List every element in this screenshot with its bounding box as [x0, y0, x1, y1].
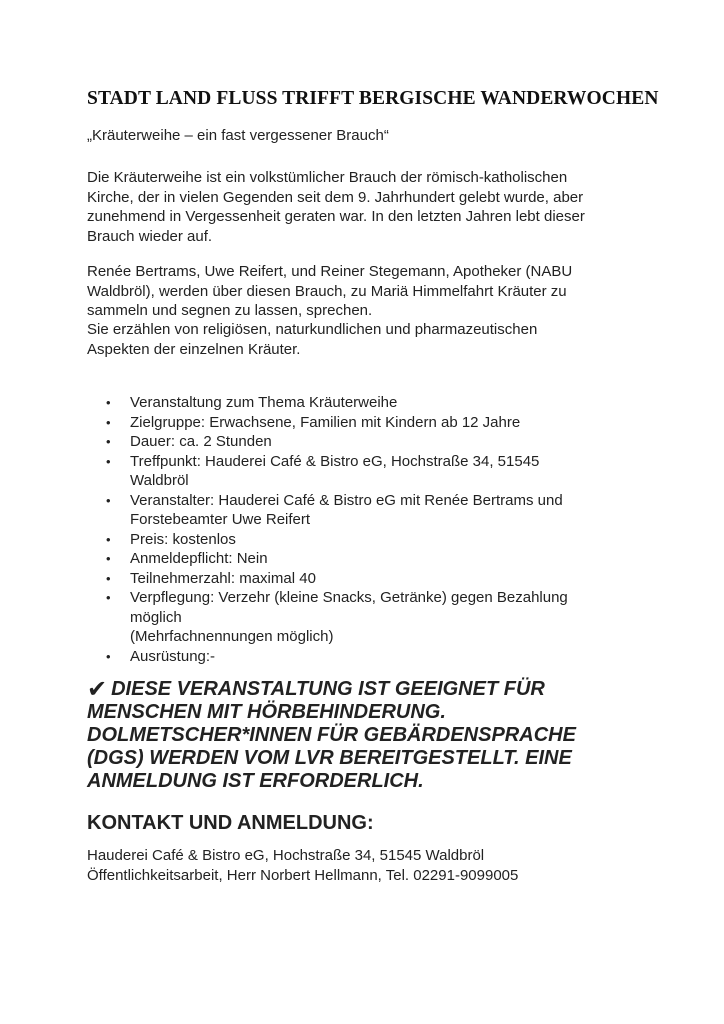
- list-item: [87, 432, 647, 452]
- list-item-text: • Veranstalter: Hauderei Café & Bistro eG mit Renée Bertrams und: [130, 491, 563, 509]
- list-item-text: • Verpflegung: Verzehr (kleine Snacks, Getränke) gegen Bezahlung: [130, 589, 568, 606]
- list-item: [87, 588, 647, 647]
- list-item: [87, 647, 647, 667]
- speakers-line: Renée Bertrams, Uwe Reifert, und Reiner Stegemann, Apotheker (NABU: [87, 263, 573, 280]
- contact-address: Hauderei Café & Bistro eG, Hochstraße 34, 51545 Waldbröl: [87, 847, 485, 864]
- list-item: [87, 393, 647, 413]
- event-facts-list: [87, 393, 647, 666]
- list-item-text: möglich: [130, 608, 182, 626]
- list-item-text: Waldbröl: [130, 472, 189, 489]
- topics-line: Aspekten der einzelnen Kräuter.: [87, 340, 301, 358]
- list-item: [87, 413, 647, 433]
- list-item-text: • Treffpunkt: Hauderei Café & Bistro eG, Hochstraße 34, 51545: [130, 452, 540, 470]
- topics-paragraph: [87, 320, 647, 359]
- notice-line: MENSCHEN MIT HÖRBEHINDERUNG.: [87, 701, 446, 723]
- intro-line: Brauch wieder auf.: [87, 227, 213, 245]
- speakers-paragraph: [87, 262, 647, 321]
- contact-phone: Öffentlichkeitsarbeit, Herr Norbert Hellmann, Tel. 02291-9099005: [87, 867, 519, 884]
- intro-paragraph: [87, 168, 647, 246]
- list-item-text: (Mehrfachnennungen möglich): [130, 628, 334, 645]
- list-item-text: • Anmeldepflicht: Nein: [130, 550, 268, 567]
- event-subtitle: „Kräuterweihe – ein fast vergessener Brauch“: [87, 127, 389, 144]
- intro-line: zunehmend in Vergessenheit geraten war. In den letzten Jahren lebt dieser: [87, 208, 585, 225]
- list-item: [87, 491, 647, 530]
- list-item: [87, 549, 647, 569]
- list-item: [87, 530, 647, 550]
- contact-details: [87, 846, 518, 886]
- intro-line: Kirche, der in vielen Gegenden seit dem 9. Jahrhundert gelebt wurde, aber: [87, 188, 584, 206]
- contact-heading: KONTAKT UND ANMELDUNG:: [87, 812, 374, 834]
- list-item: [87, 452, 647, 491]
- list-item-text: Forstebeamter Uwe Reifert: [130, 511, 311, 528]
- list-item-text: • Teilnehmerzahl: maximal 40: [130, 569, 316, 587]
- list-item: [87, 569, 647, 589]
- accessibility-notice: [87, 676, 647, 793]
- speakers-line: Waldbröl), werden über diesen Brauch, zu Mariä Himmelfahrt Kräuter zu: [87, 282, 567, 300]
- notice-text: DIESE VERANSTALTUNG IST GEEIGNET FÜR: [111, 678, 545, 700]
- notice-line: [87, 676, 647, 701]
- page-title: STADT LAND FLUSS TRIFFT BERGISCHE WANDERWOCHEN: [87, 88, 659, 109]
- list-item-text: • Ausrüstung:-: [130, 647, 216, 665]
- notice-line: (DGS) WERDEN VOM LVR BEREITGESTELLT. EINE: [87, 747, 572, 769]
- list-item-text: • Preis: kostenlos: [130, 530, 236, 548]
- notice-line: DOLMETSCHER*INNEN FÜR GEBÄRDENSPRACHE: [87, 724, 576, 746]
- list-item-text: • Veranstaltung zum Thema Kräuterweihe: [130, 394, 398, 411]
- notice-line: ANMELDUNG IST ERFORDERLICH.: [87, 770, 424, 792]
- check-icon: ✔: [87, 676, 108, 703]
- speakers-line: sammeln und segnen zu lassen, sprechen.: [87, 302, 373, 319]
- list-item-text: • Dauer: ca. 2 Stunden: [130, 433, 272, 450]
- intro-line: Die Kräuterweihe ist ein volkstümlicher Brauch der römisch-katholischen: [87, 169, 568, 186]
- topics-line: Sie erzählen von religiösen, naturkundlichen und pharmazeutischen: [87, 321, 538, 338]
- list-item-text: • Zielgruppe: Erwachsene, Familien mit Kindern ab 12 Jahre: [130, 413, 521, 431]
